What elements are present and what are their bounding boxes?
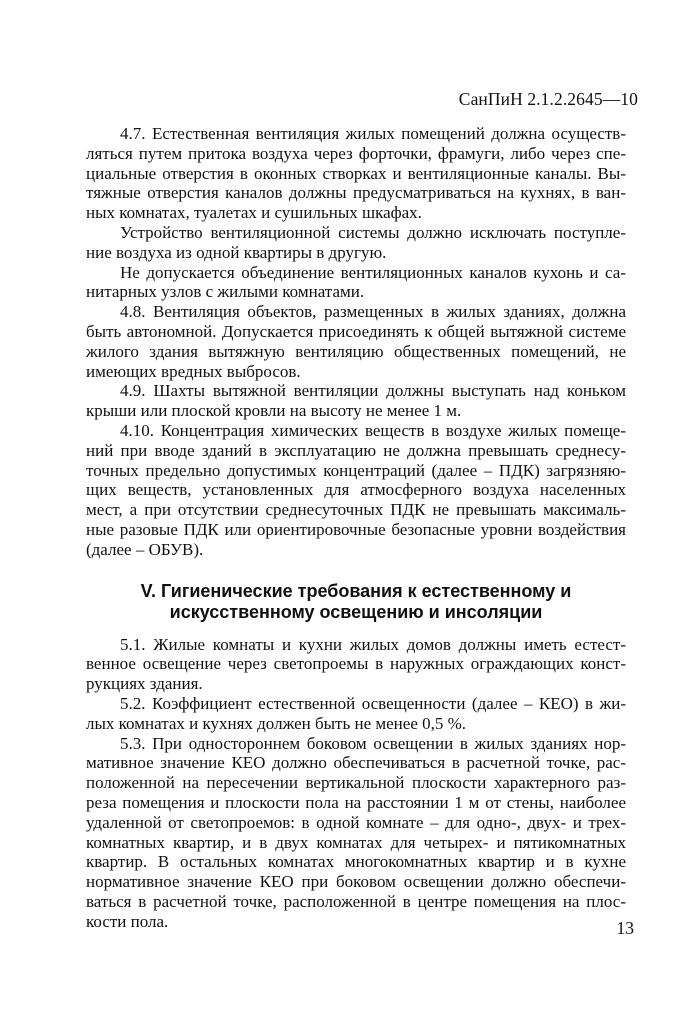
paragraph-5-2: 5.2. Коэффициент естественной освещенности (далее – КЕО) в жилых комнатах и кухнях должен быть не менее 0,5 %. [86, 693, 626, 733]
paragraph-4-7-channels: Не допускается объединение вентиляционных каналов кухонь и санитарных узлов с жилыми комнатами. [86, 262, 626, 302]
paragraph-5-3: 5.3. При одностороннем боковом освещении в жилых зданиях нормативное значение КЕО должно обеспечиваться в расчетной точке, расположенной на пересечении вертикальной плоскости характерного разреза помещения и плоскости пола на расстоянии 1 м от стены, наиболее удаленной от светопроемов: в одной комнате – для одно-, двух- и трехкомнатных квартир, и в двух комнатах для четырех- и пятикомнатных квартир. В остальных комнатах многокомнатных квартир и в кухне нормативное значение КЕО при боковом освещении должно обеспечиваться в расчетной точке, расположенной в центре помещения на плоскости пола. [86, 733, 626, 931]
paragraph-5-1: 5.1. Жилые комнаты и кухни жилых домов должны иметь естественное освещение через светопроемы в наружных ограждающих конструкциях здания. [86, 634, 626, 694]
document-code-header: СанПиН 2.1.2.2645—10 [458, 89, 638, 109]
paragraph-4-10: 4.10. Концентрация химических веществ в воздухе жилых помещений при вводе зданий в эксплуатацию не должна превышать среднесуточных предельно допустимых концентраций (далее – ПДК) загрязняющих веществ, установленных для атмосферного воздуха населенных мест, а при отсутствии среднесуточных ПДК не превышать максимальные разовые ПДК или ориентировочные безопасные уровни воздействия (далее – ОБУВ). [86, 420, 626, 559]
paragraph-4-7: 4.7. Естественная вентиляция жилых помещений должна осуществляться путем притока воздуха через форточки, фрамуги, либо через специальные отверстия в оконных створках и вентиляционные каналы. Вытяжные отверстия каналов должны предусматриваться на кухнях, в ванных комнатах, туалетах и сушильных шкафах. [86, 124, 626, 223]
page-number: 13 [616, 918, 634, 938]
paragraph-4-8: 4.8. Вентиляция объектов, размещенных в жилых зданиях, должна быть автономной. Допускается присоединять к общей вытяжной системе жилого здания вытяжную вентиляцию общественных помещений, не имеющих вредных выбросов. [86, 302, 626, 381]
page-content [86, 124, 626, 931]
section-5-title: V. Гигиенические требования к естественному и искусственному освещению и инсоляции [140, 580, 572, 622]
paragraph-4-7-ventilation-system: Устройство вентиляционной системы должно исключать поступление воздуха из одной квартиры в другую. [86, 222, 626, 262]
paragraph-4-9: 4.9. Шахты вытяжной вентиляции должны выступать над коньком крыши или плоской кровли на высоту не менее 1 м. [86, 381, 626, 421]
